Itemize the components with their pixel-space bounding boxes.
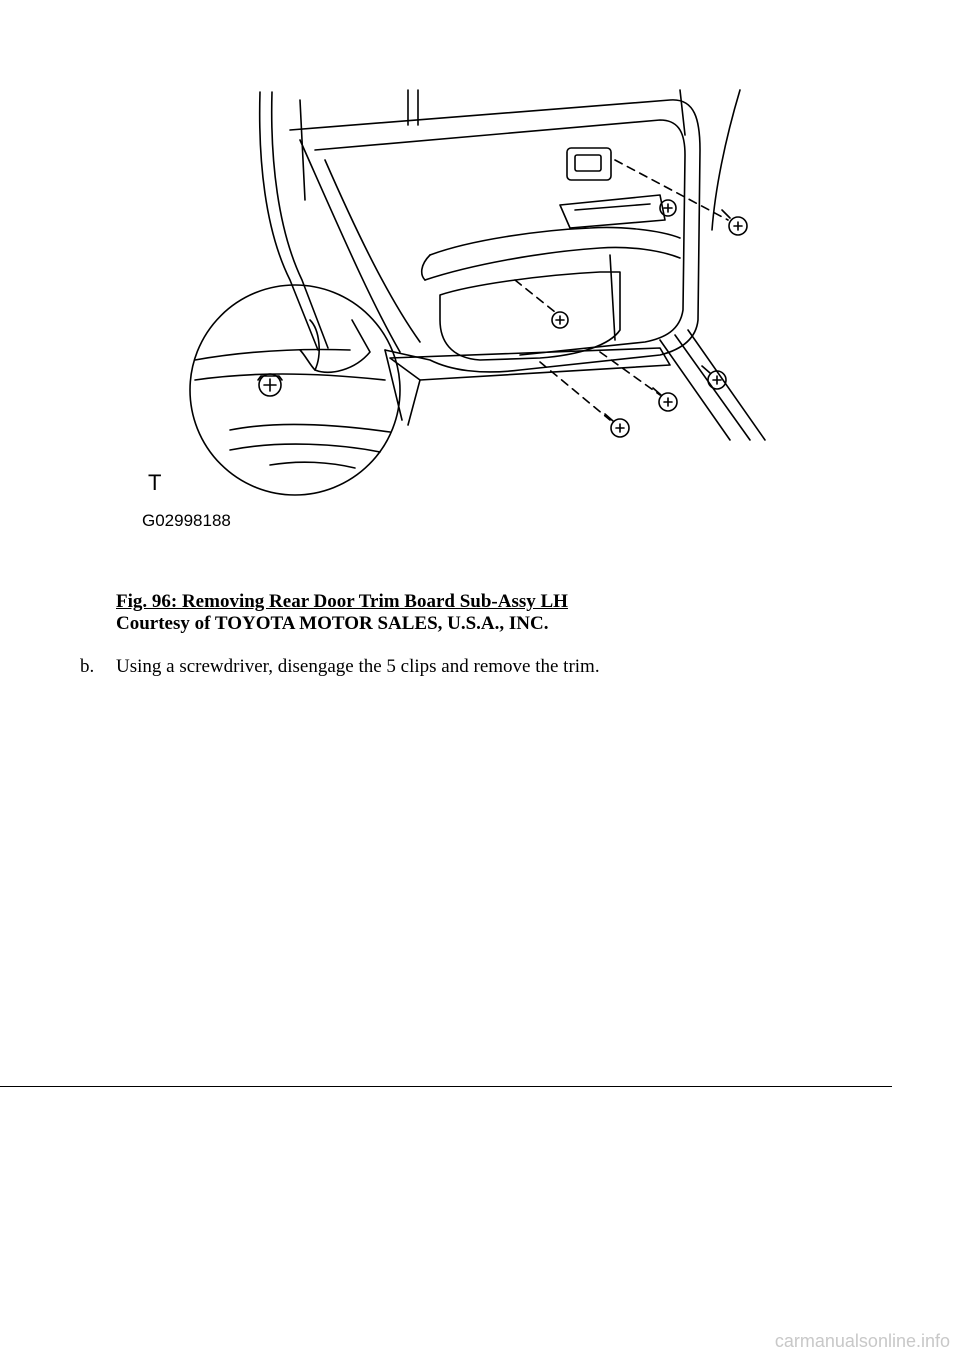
- page-footer-rule: [0, 1086, 892, 1087]
- step-text: Using a screwdriver, disengage the 5 clips and remove the trim.: [116, 656, 600, 677]
- figure-title: Fig. 96: Removing Rear Door Trim Board Sub-Assy LH: [116, 591, 568, 612]
- figure-courtesy: Courtesy of TOYOTA MOTOR SALES, U.S.A., INC.: [116, 613, 549, 634]
- figure-caption: [116, 591, 568, 635]
- figure-code: G02998188: [142, 511, 231, 530]
- figure-view-label: T: [148, 470, 162, 495]
- procedure-step: [80, 656, 600, 678]
- site-watermark: carmanualsonline.info: [774, 1331, 950, 1351]
- door-trim-drawing: [140, 80, 780, 540]
- door-trim-illustration: [140, 80, 780, 540]
- step-marker: b.: [80, 656, 95, 677]
